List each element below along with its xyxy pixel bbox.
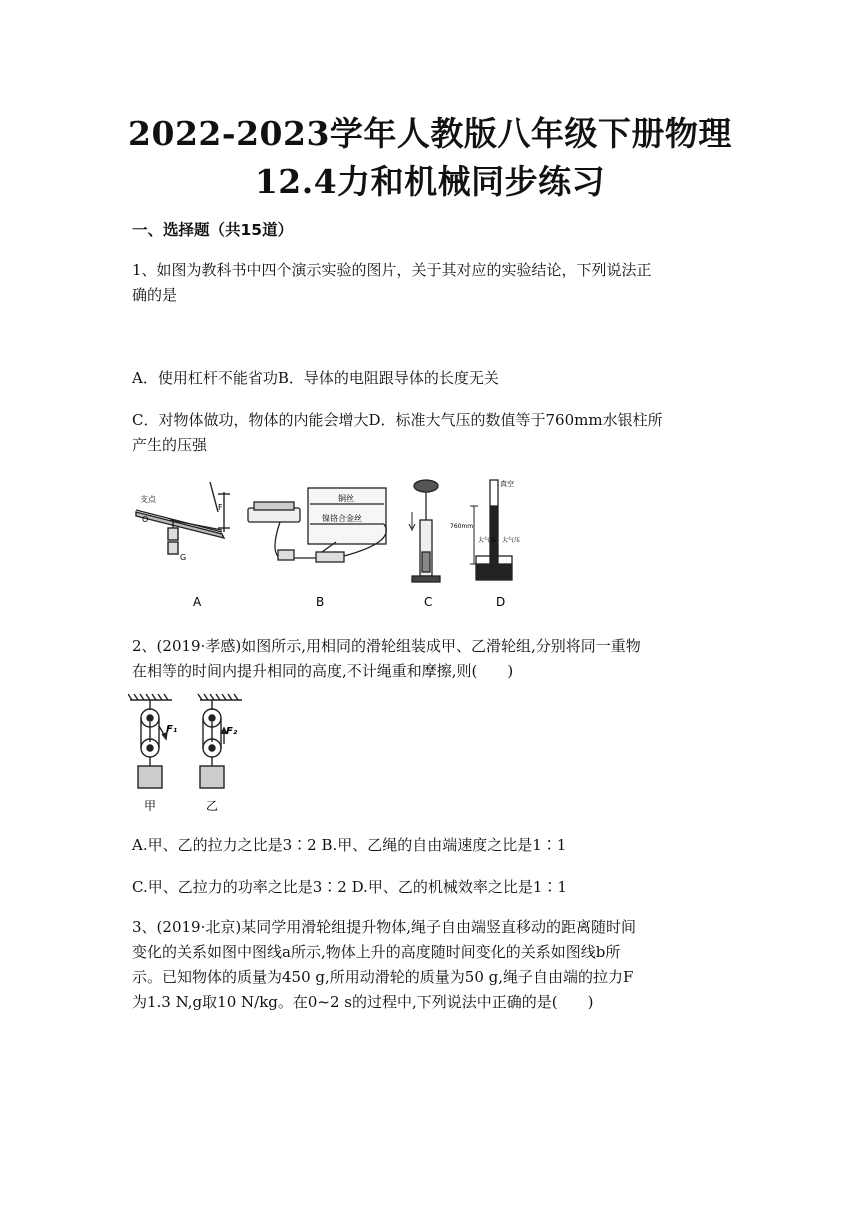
- q3-line-4: 为1.3 N,g取10 N/kg。在0~2 s的过程中,下列说法中正确的是( ): [132, 993, 594, 1011]
- q2-stem-line-2: 在相等的时间内提升相同的高度,不计绳重和摩擦,则( ): [132, 662, 514, 680]
- q2-options-ab: A.甲、乙的拉力之比是3∶2 B.甲、乙绳的自由端速度之比是1∶1: [132, 836, 567, 854]
- figure-label-d: D: [496, 595, 506, 609]
- figure-b-resistance: [248, 488, 386, 562]
- q1-options-cd-line-1: C．对物体做功，物体的内能会增大D．标准大气压的数值等于760mm水银柱所: [132, 411, 663, 429]
- q1-options-ab: A．使用杠杆不能省功B．导体的电阻跟导体的长度无关: [132, 369, 499, 387]
- f1-label: F₁: [166, 724, 178, 735]
- q1-options-cd-line-2: 产生的压强: [132, 436, 208, 454]
- q3-line-1: 3、(2019·北京)某同学用滑轮组提升物体,绳子自由端竖直移动的距离随时间: [132, 918, 636, 936]
- section-heading: 一、选择题（共15道）: [132, 221, 294, 239]
- nichrome-wire-label: 镍铬合金丝: [322, 514, 362, 523]
- atm-label-2: 大气压: [502, 537, 521, 544]
- lever-g-label: G: [180, 553, 187, 562]
- title-line-2: 12.4力和机械同步练习: [254, 162, 606, 201]
- figure-label-a: A: [193, 595, 202, 609]
- lever-o-label: O: [142, 515, 149, 524]
- f2-label: F₂: [226, 726, 238, 737]
- title-line-1: 2022-2023学年人教版八年级下册物理: [128, 114, 732, 153]
- copper-wire-label: 铜丝: [338, 494, 354, 503]
- q1-stem-line-2: 确的是: [132, 286, 178, 304]
- q2-options-cd: C.甲、乙拉力的功率之比是3∶2 D.甲、乙的机械效率之比是1∶1: [132, 878, 567, 896]
- q3-line-3: 示。已知物体的质量为450 g,所用动滑轮的质量为50 g,绳子自由端的拉力F: [132, 968, 634, 986]
- lever-pivot-label: 支点: [140, 495, 156, 504]
- yi-label: 乙: [206, 799, 219, 813]
- figure-label-c: C: [424, 595, 433, 609]
- q1-stem-line-1: 1、如图为教科书中四个演示实验的图片，关于其对应的实验结论，下列说法正: [132, 261, 652, 279]
- q2-stem-line-1: 2、(2019·孝感)如图所示,用相同的滑轮组装成甲、乙滑轮组,分别将同一重物: [132, 637, 641, 655]
- jia-label: 甲: [144, 799, 157, 813]
- q2-pulley-figure: [128, 692, 248, 816]
- vacuum-label: 真空: [500, 480, 514, 488]
- lever-f-label: F: [218, 503, 223, 512]
- atm-label-1: 大气压: [478, 537, 497, 544]
- figure-a-lever: [136, 482, 230, 554]
- q3-line-2: 变化的关系如图中图线a所示,物体上升的高度随时间变化的关系如图线b所: [132, 943, 621, 961]
- mm-label: 760mm: [450, 523, 474, 530]
- figure-d-torricelli: [470, 480, 512, 580]
- figure-label-b: B: [316, 595, 325, 609]
- figure-c-compression: [409, 480, 440, 582]
- q1-figure: [130, 472, 540, 612]
